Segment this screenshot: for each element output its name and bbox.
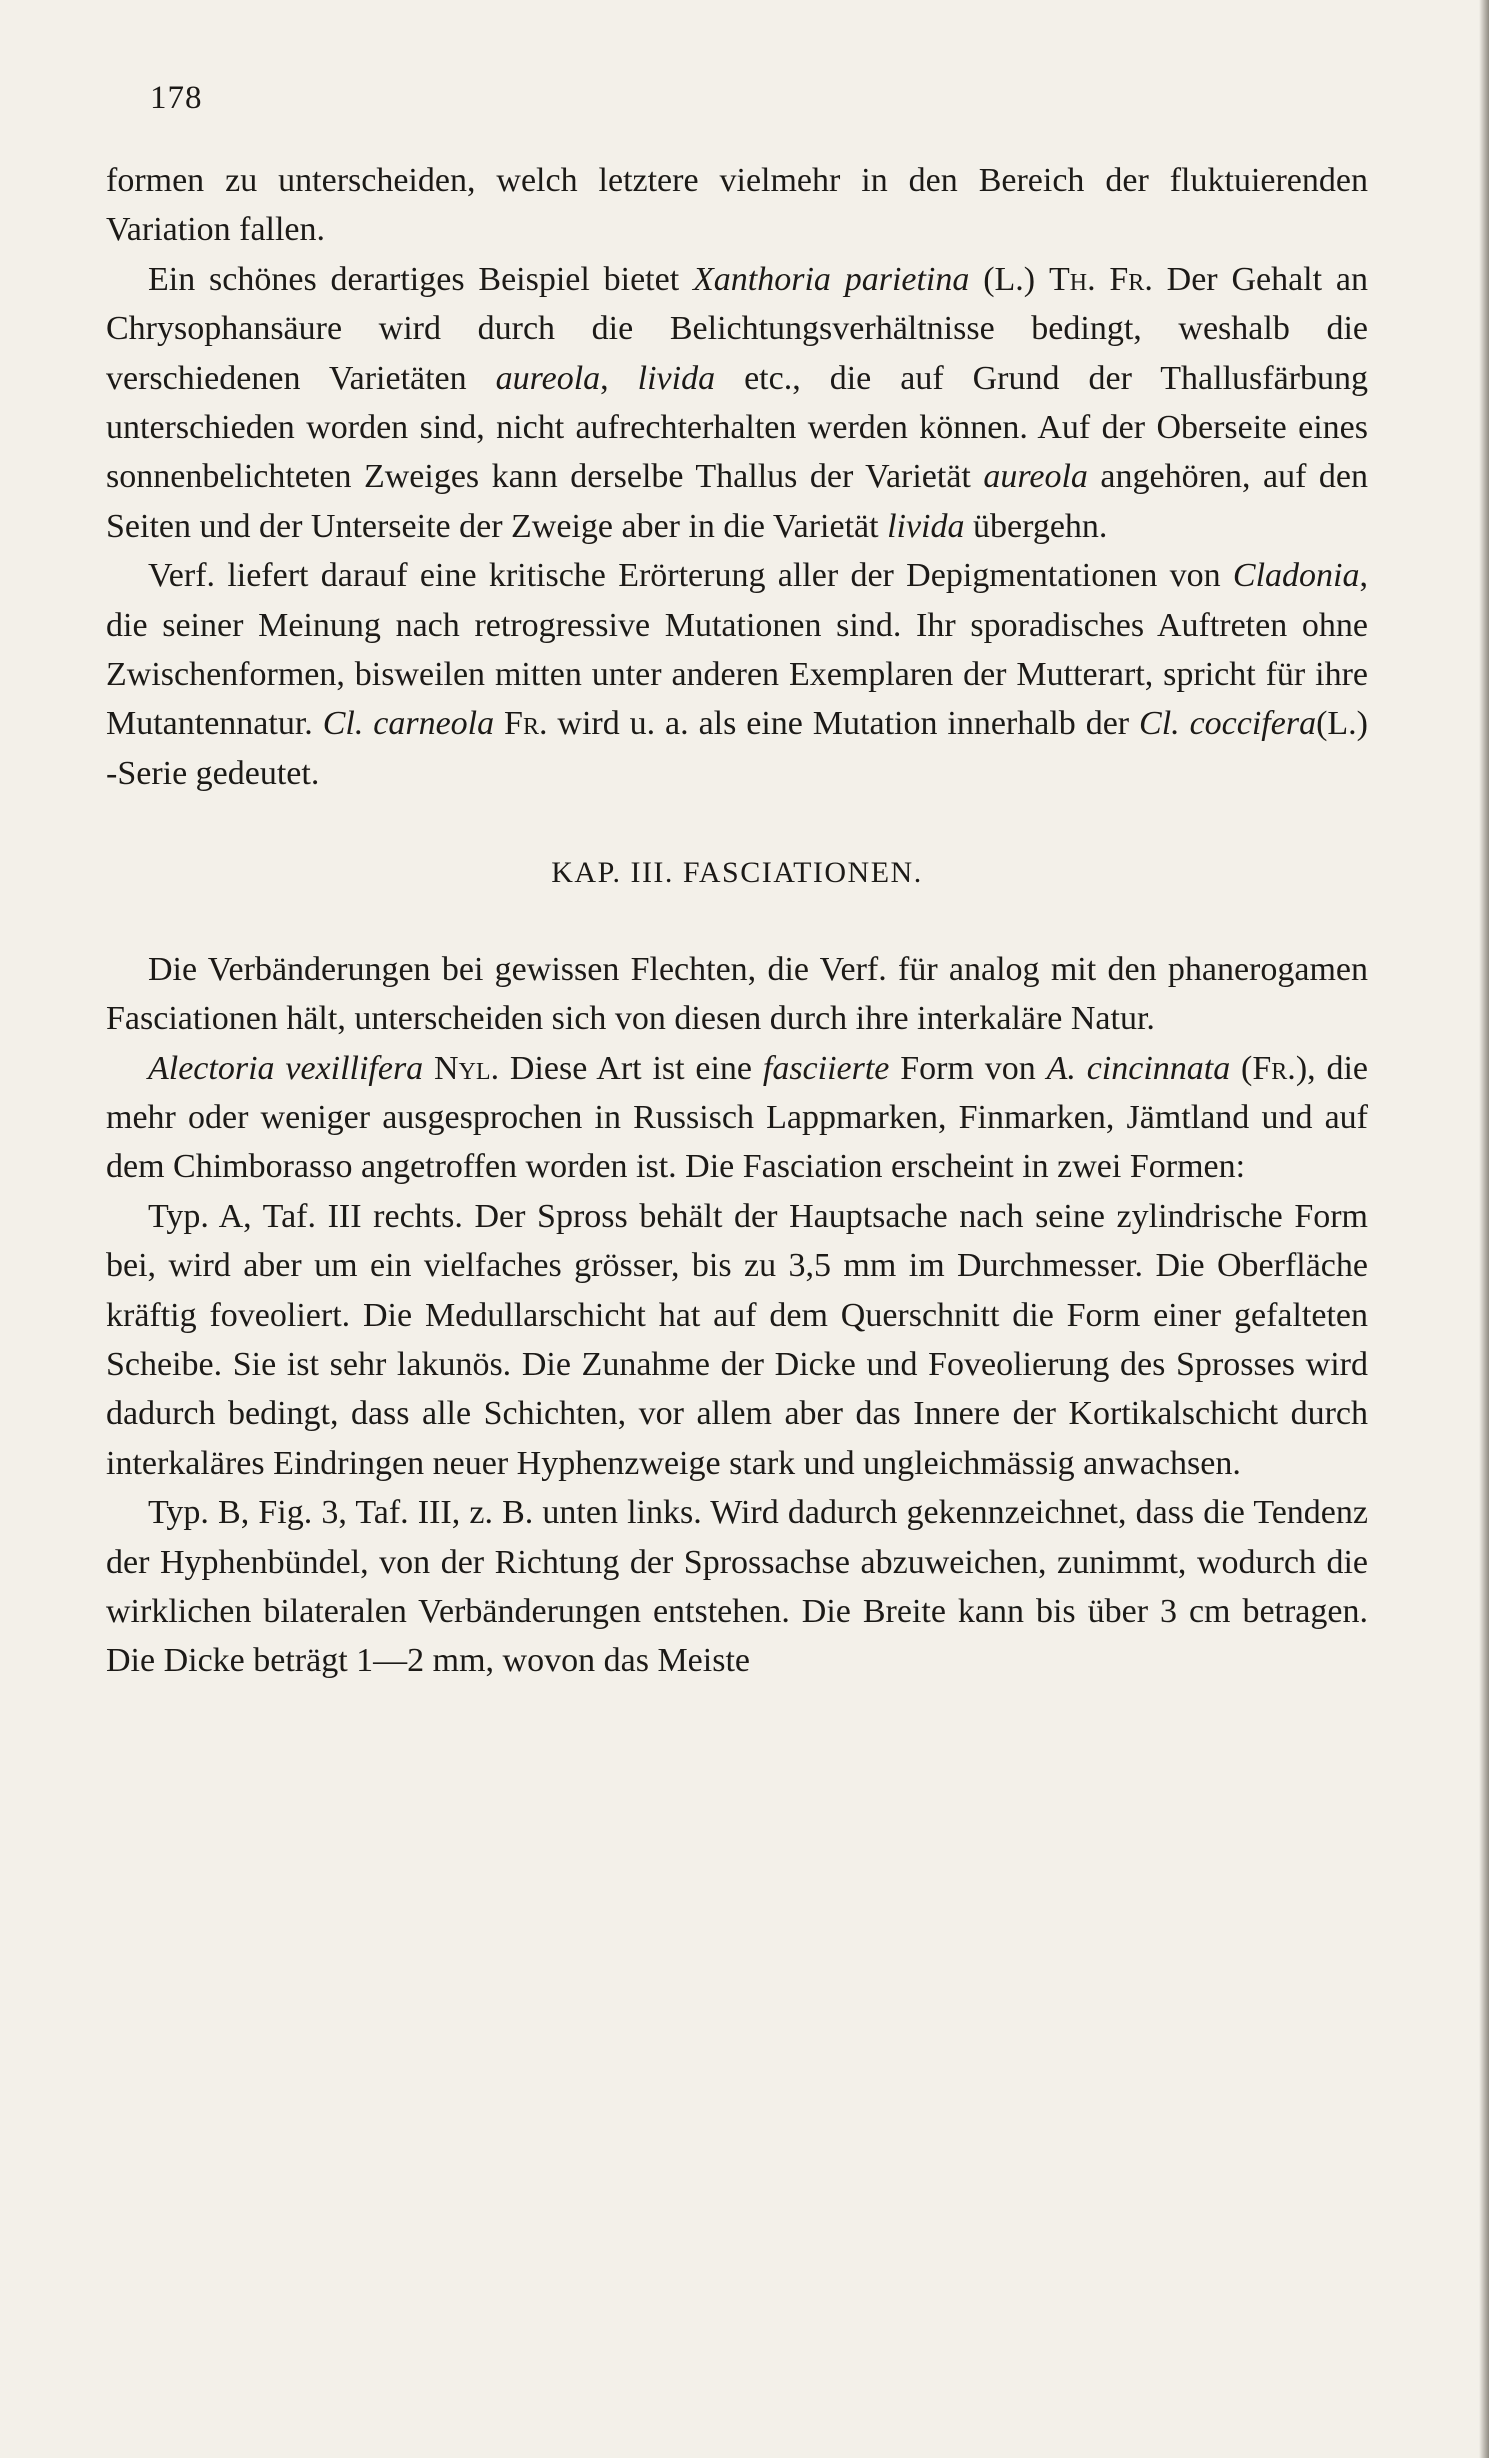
text-segment: Diese Art ist eine	[499, 1049, 763, 1087]
text-segment	[494, 705, 504, 742]
text-segment: Der Gehalt an Chrysophansäure wird durch die Belichtungsverhältnisse bedingt, weshalb die verschiedenen Varietäten	[106, 260, 1368, 397]
text-segment: Form von	[889, 1049, 1047, 1087]
text-segment: Xanthoria parietina	[693, 260, 970, 298]
text-segment: (	[1230, 1049, 1253, 1087]
text-segment: Typ. B, Fig. 3, Taf. III, z. B. unten links. Wird dadurch gekennzeichnet, dass die Tendenz der Hyphenbündel, von der Richtung der Sprossachse abzuweichen, zunimmt, wodurch die wirklichen bilateralen Verbänderungen entstehen. Die Breite kann bis über 3 cm betragen. Die Dicke beträgt 1—2 mm, wovon das Meiste	[106, 1494, 1368, 1680]
text-segment: Fr.	[1252, 1049, 1296, 1087]
paragraph	[106, 945, 1368, 1044]
text-segment: Ein schönes derartiges Beispiel bietet	[148, 260, 693, 298]
text-segment: livida	[887, 507, 965, 545]
paragraph	[106, 1488, 1368, 1686]
paragraph	[106, 1192, 1368, 1488]
text-segment: Typ. A, Taf. III rechts. Der Spross behält der Hauptsache nach seine zylindrische Form bei, wird aber um ein vielfaches grösser, bis zu 3,5 mm im Durchmesser. Die Oberfläche kräftig foveoliert. Die Medullarschicht hat auf dem Querschnitt die Form einer gefalteten Scheibe. Sie ist sehr lakunös. Die Zunahme der Dicke und Foveolierung des Sprosses wird dadurch bedingt, dass alle Schichten, vor allem aber das Innere der Kortikalschicht durch interkaläres Eindringen neuer Hyphenzweige stark und ungleichmässig anwachsen.	[106, 1197, 1368, 1482]
text-segment: etc., die auf Grund der Thallusfärbung unterschieden worden sind, nicht aufrechterhalten werden können. Auf der Oberseite eines sonnenbelichteten Zweiges kann derselbe Thallus der Varietät	[106, 359, 1369, 496]
text-segment: Die Verbänderungen bei gewissen Flechten, die Verf. für analog mit den phanerogamen Fasciationen hält, unterscheiden sich von diesen durch ihre interkaläre Natur.	[106, 950, 1368, 1038]
text-segment	[423, 1050, 434, 1087]
page-edge-shadow	[1479, 0, 1489, 2458]
text-segment: wird u. a. als eine Mutation innerhalb der	[547, 705, 1140, 743]
paragraph	[106, 551, 1368, 798]
chapter-heading: KAP. III. FASCIATIONEN.	[551, 856, 923, 890]
text-segment: , die seiner Meinung nach retrogressive Mutationen sind. Ihr sporadisches Auftreten ohne Zwischenformen, bisweilen mitten unter anderen Exemplaren der Mutterart, spricht für ihre Mutantennatur.	[106, 557, 1368, 743]
text-segment: formen zu unterscheiden, welch letztere vielmehr in den Bereich der fluktuierenden Variation fallen.	[106, 162, 1368, 249]
text-segment: angehören, auf den Seiten und der Unterseite der Zweige aber in die Varietät	[106, 458, 1368, 545]
text-segment: Alectoria vexillifera	[148, 1049, 424, 1087]
paragraph	[106, 156, 1368, 255]
paragraph	[106, 1044, 1368, 1192]
text-segment: Cladonia	[1232, 557, 1360, 595]
paragraph	[106, 255, 1368, 551]
text-segment: (L.) -Serie gedeutet.	[106, 705, 1369, 792]
text-segment: aureola	[983, 458, 1088, 496]
text-segment: Th. Fr.	[1048, 260, 1153, 298]
text-segment: Verf. liefert darauf eine kritische Erörterung aller der Depigmentationen von	[148, 557, 1233, 595]
text-segment: ), die mehr oder weniger ausgesprochen in Russisch Lappmarken, Finmarken, Jämtland und auf dem Chimborasso angetroffen worden ist. Die Fasciation erscheint in zwei Formen:	[106, 1049, 1369, 1186]
text-segment: livida	[637, 359, 716, 397]
text-segment: ,	[600, 359, 638, 397]
paragraphs-after-heading	[106, 945, 1368, 1686]
page-number: 178	[150, 80, 203, 116]
text-segment: Cl. carneola	[322, 705, 495, 743]
text-segment: Nyl.	[434, 1049, 500, 1087]
text-segment: fasciierte	[762, 1049, 890, 1087]
text-segment: (L.)	[969, 260, 1049, 298]
text-segment: übergehn.	[964, 507, 1108, 545]
text-block	[106, 156, 1368, 1686]
text-segment: A. cincinnata	[1046, 1049, 1231, 1087]
text-segment: Fr.	[504, 705, 548, 743]
text-segment: aureola	[495, 359, 601, 397]
paragraphs-before-heading	[106, 156, 1368, 798]
text-segment: Cl. coccifera	[1139, 705, 1317, 743]
